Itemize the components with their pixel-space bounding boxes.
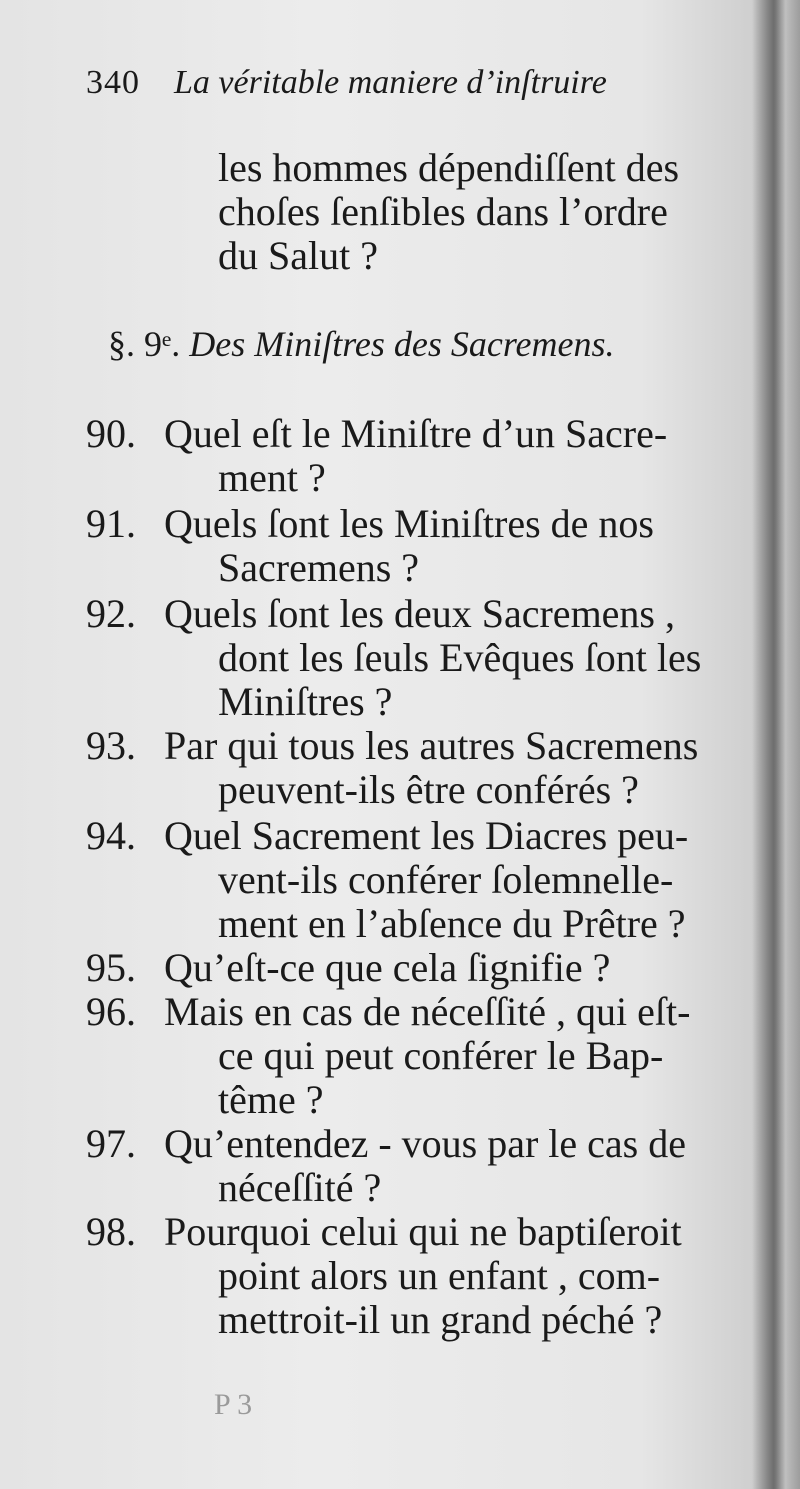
question-97-line-1: Qu’entendez - vous par le cas de (164, 1121, 686, 1166)
question-90-line-2: ment ? (218, 455, 326, 500)
question-92-line-2: dont les ſeuls Evêques ſont les (218, 635, 702, 680)
page-number: 340 (86, 64, 140, 101)
question-number-97: 97. (86, 1121, 136, 1166)
question-98-line-3: mettroit-il un grand péché ? (218, 1297, 663, 1342)
question-91-line-2: Sacremens ? (218, 545, 420, 590)
question-94-line-2: vent-ils conférer ſolemnelle- (218, 857, 674, 902)
question-number-96: 96. (86, 989, 136, 1034)
question-93-line-1: Par qui tous les autres Sacremens (164, 723, 699, 768)
question-98-line-2: point alors un enfant , com- (218, 1253, 661, 1298)
question-94-line-1: Quel Sacrement les Diacres peu- (164, 813, 689, 858)
question-90-line-1: Quel eſt le Miniſtre d’un Sacre- (164, 411, 668, 456)
question-92-line-3: Miniſtres ? (218, 679, 393, 724)
question-95-line-1: Qu’eſt-ce que cela ſignifie ? (164, 945, 611, 990)
question-number-94: 94. (86, 813, 136, 858)
intro-line-2: choſes ſenſibles dans l’ordre (218, 189, 668, 234)
running-title: La véritable maniere d’inſtruire (174, 64, 607, 101)
question-number-92: 92. (86, 591, 136, 636)
section-title: Des Miniſtres des Sacremens. (189, 324, 615, 364)
question-96-line-2: ce qui peut conférer le Bap- (218, 1033, 664, 1078)
question-number-90: 90. (86, 411, 136, 456)
intro-line-1: les hommes dépendiſſent des (218, 145, 680, 190)
question-92-line-1: Quels ſont les deux Sacremens , (164, 591, 675, 636)
folio-signature: P 3 (214, 1388, 253, 1421)
question-number-95: 95. (86, 945, 136, 990)
question-94-line-3: ment en l’abſence du Prêtre ? (218, 901, 686, 946)
section-heading (108, 322, 614, 366)
intro-line-3: du Salut ? (218, 233, 378, 278)
question-96-line-1: Mais en cas de néceſſité , qui eſt- (164, 989, 691, 1034)
question-93-line-2: peuvent-ils être conférés ? (218, 767, 639, 812)
question-98-line-1: Pourquoi celui qui ne baptiſeroit (164, 1209, 682, 1254)
question-number-91: 91. (86, 501, 136, 546)
question-97-line-2: néceſſité ? (218, 1165, 382, 1210)
question-number-98: 98. (86, 1209, 136, 1254)
question-number-93: 93. (86, 723, 136, 768)
question-96-line-3: tême ? (218, 1077, 324, 1122)
section-mark: §. 9ᵉ. (108, 324, 181, 364)
question-91-line-1: Quels ſont les Miniſtres de nos (164, 501, 654, 546)
